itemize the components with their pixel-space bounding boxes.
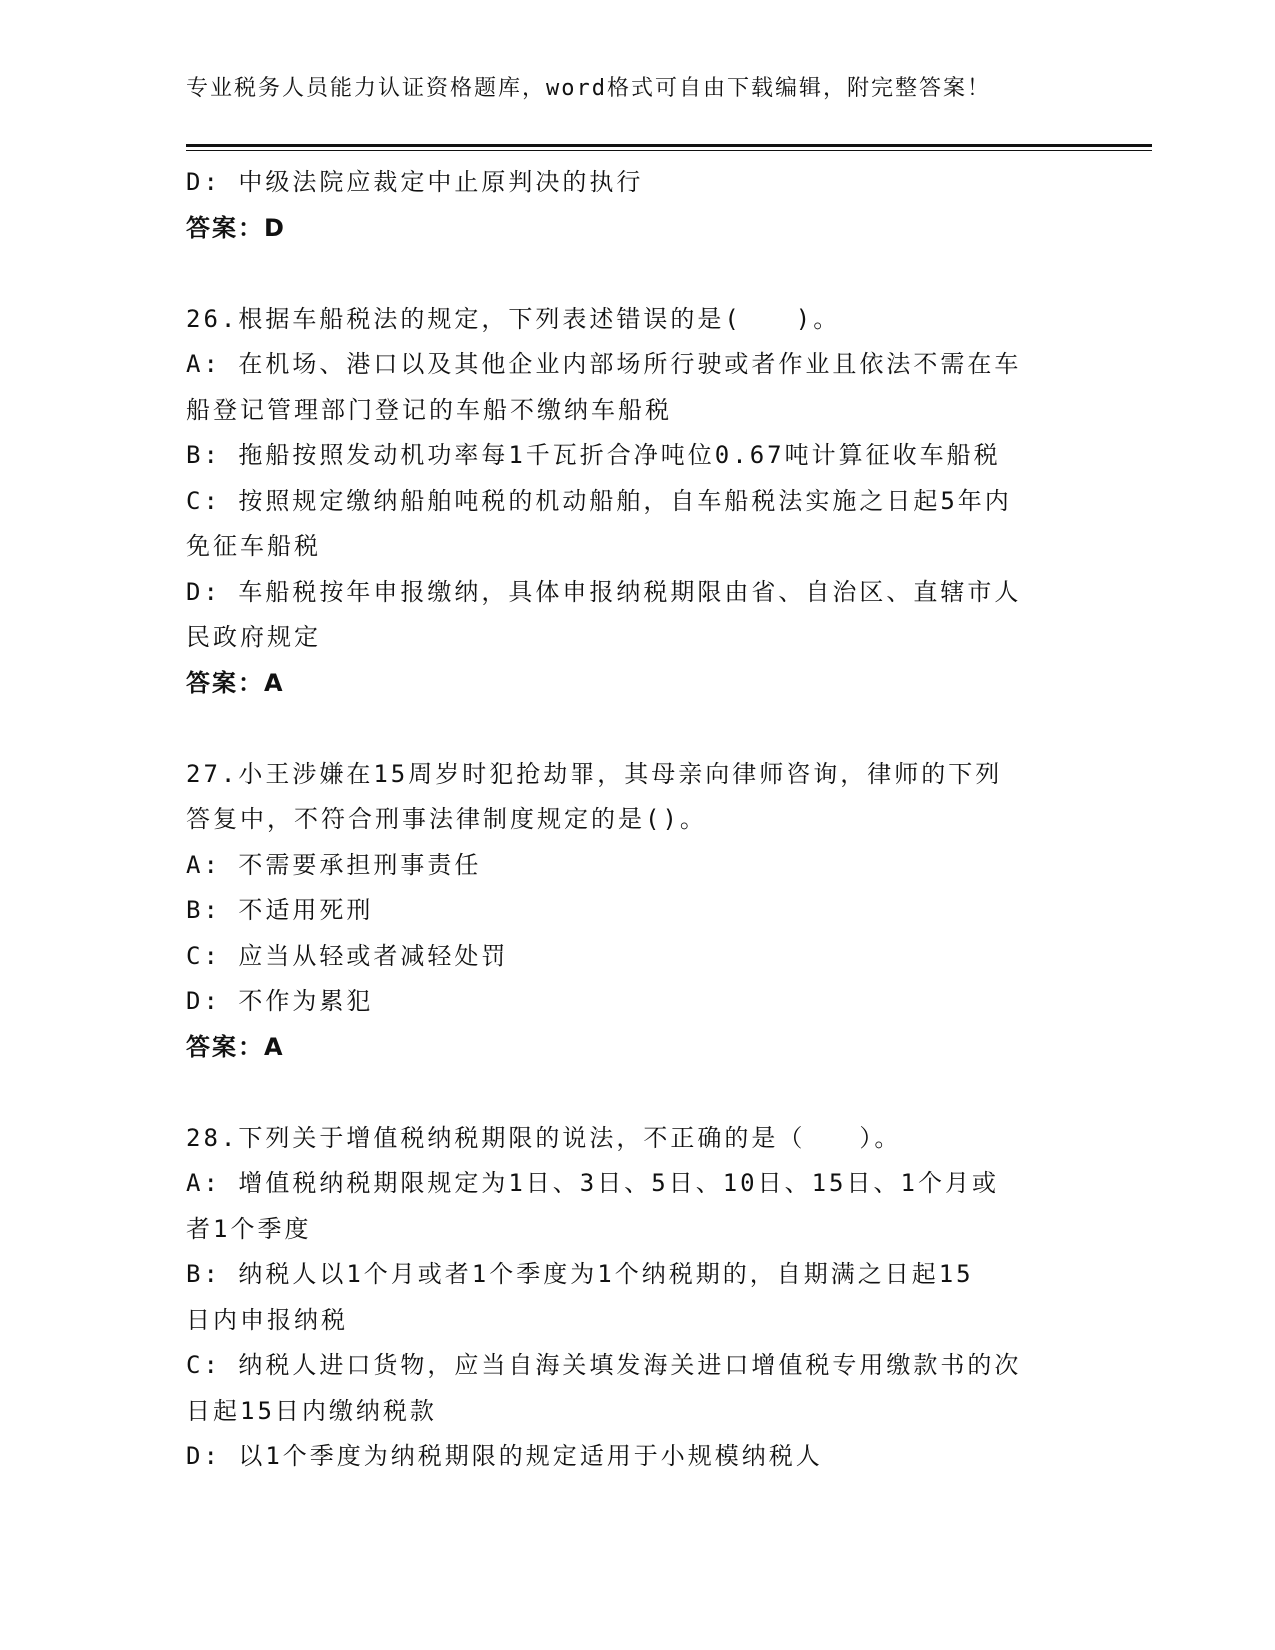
q26-option-a-line1: A: 在机场、港口以及其他企业内部场所行驶或者作业且依法不需在车 [186, 350, 1022, 378]
q27-option-c: C: 应当从轻或者减轻处罚 [186, 941, 509, 970]
q26-option-b: B: 拖船按照发动机功率每1千瓦折合净吨位0.67吨计算征收车船税 [186, 441, 1001, 469]
q26-option-d-line2: 民政府规定 [186, 623, 321, 651]
q26-option-c-line1: C: 按照规定缴纳船舶吨税的机动船舶，自车船税法实施之日起5年内 [186, 486, 1012, 515]
q28-option-b-line1: B: 纳税人以1个月或者1个季度为1个纳税期的，自期满之日起15 [186, 1260, 974, 1288]
q26-option-d-line1: D: 车船税按年申报缴纳，具体申报纳税期限由省、自治区、直辖市人 [186, 577, 1022, 606]
q26-option-a-line2: 船登记管理部门登记的车船不缴纳车船税 [186, 395, 672, 424]
q27-stem-line2: 答复中，不符合刑事法律制度规定的是()。 [186, 805, 707, 833]
q27-option-b: B: 不适用死刑 [186, 896, 374, 924]
q27-option-a: A: 不需要承担刑事责任 [186, 850, 482, 879]
q27-option-d: D: 不作为累犯 [186, 987, 374, 1015]
q28-option-a-line1: A: 增值税纳税期限规定为1日、3日、5日、10日、15日、1个月或 [186, 1169, 999, 1197]
q27-answer: 答案：A [186, 1032, 285, 1061]
q26-stem: 26.根据车船税法的规定，下列表述错误的是( )。 [186, 304, 841, 333]
q25-option-d: D: 中级法院应裁定中止原判决的执行 [186, 168, 644, 196]
q26-answer: 答案：A [186, 668, 285, 697]
header-rule-thick [186, 144, 1152, 147]
spacer [186, 706, 1086, 752]
q25-answer: 答案：D [186, 213, 286, 242]
spacer [186, 1070, 1086, 1116]
q28-option-c-line1: C: 纳税人进口货物，应当自海关填发海关进口增值税专用缴款书的次 [186, 1351, 1022, 1379]
q28-option-c-line2: 日起15日内缴纳税款 [186, 1396, 437, 1425]
q28-stem: 28.下列关于增值税纳税期限的说法，不正确的是（ ）。 [186, 1123, 902, 1152]
q26-option-c-line2: 免征车船税 [186, 532, 321, 560]
q27-stem-line1: 27.小王涉嫌在15周岁时犯抢劫罪，其母亲向律师咨询，律师的下列 [186, 759, 1003, 788]
header-rule-thin [186, 150, 1152, 151]
spacer [186, 251, 1086, 297]
q28-option-d: D: 以1个季度为纳税期限的规定适用于小规模纳税人 [186, 1442, 823, 1470]
q28-option-b-line2: 日内申报纳税 [186, 1305, 348, 1334]
document-body [186, 160, 1086, 1480]
q28-option-a-line2: 者1个季度 [186, 1214, 312, 1243]
page-header: 专业税务人员能力认证资格题库，word格式可自由下载编辑，附完整答案！ [186, 76, 991, 101]
